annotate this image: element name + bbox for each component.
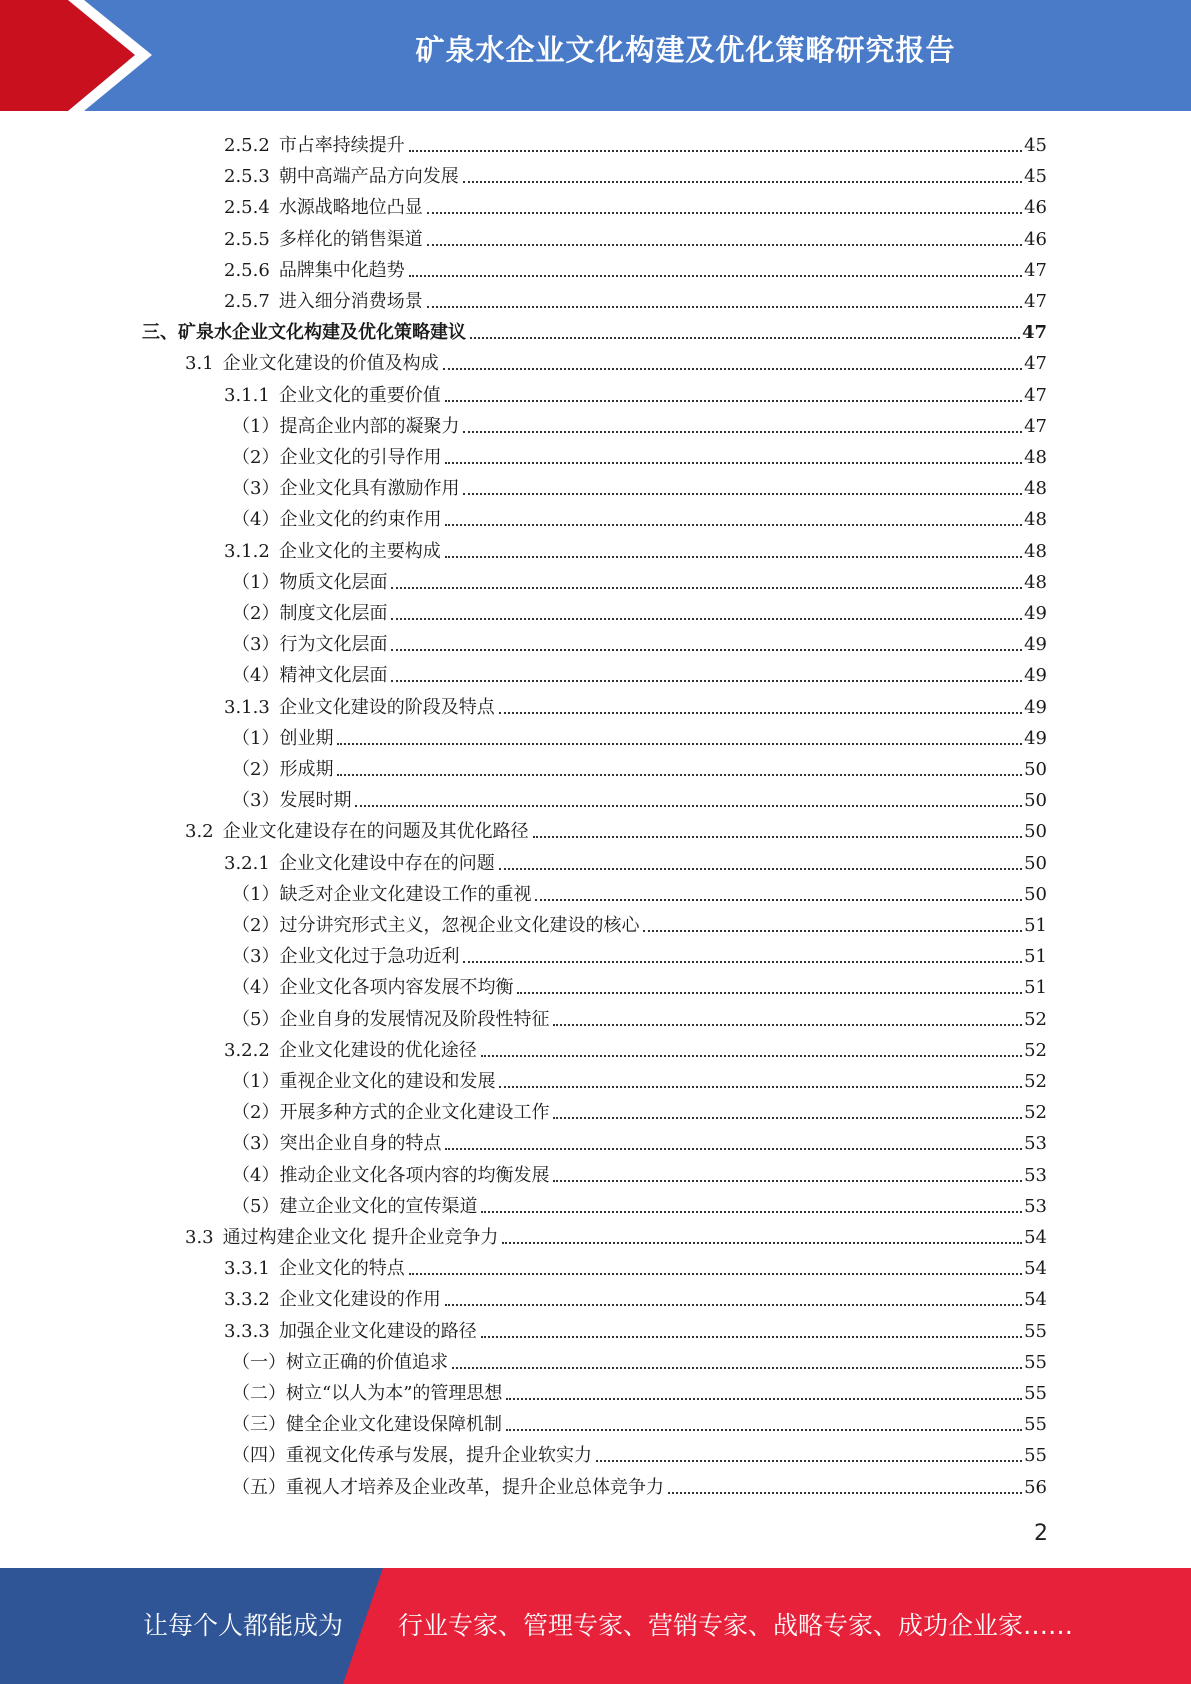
toc-entry[interactable] [232, 1469, 1047, 1500]
toc-dot-leader [463, 181, 1022, 183]
toc-dot-leader [506, 1429, 1022, 1431]
toc-dot-leader [506, 1398, 1022, 1400]
toc-dot-leader [427, 306, 1022, 308]
toc-entry[interactable] [224, 221, 1047, 252]
toc-entry-title: 朝中高端产品方向发展 [278, 166, 459, 188]
toc-entry-number: （4） [232, 509, 280, 531]
toc-entry-number: 3.1.1 [224, 384, 270, 406]
toc-dot-leader [553, 1024, 1022, 1026]
toc-entry-number: 3.1.3 [224, 696, 270, 718]
toc-entry-title: 企业文化各项内容发展不均衡 [279, 977, 514, 999]
toc-entry-title: 企业文化的特点 [278, 1258, 405, 1280]
toc-entry-page: 51 [1024, 946, 1047, 968]
toc-entry-page: 50 [1024, 790, 1047, 812]
toc-entry-title: 形成期 [279, 759, 334, 780]
toc-entry-number: （2） [232, 447, 280, 468]
toc-dot-leader [502, 1242, 1022, 1244]
toc-entry-page: 52 [1024, 1008, 1047, 1030]
toc-entry-title: 市占率持续提升 [278, 135, 405, 156]
toc-dot-leader [499, 868, 1022, 870]
toc-dot-leader [409, 1273, 1022, 1275]
toc-entry[interactable] [232, 1125, 1047, 1156]
toc-entry-title: 推动企业文化各项内容的均衡发展 [279, 1164, 550, 1186]
toc-dot-leader [499, 1086, 1022, 1088]
toc-entry-page: 52 [1024, 1039, 1047, 1061]
toc-dot-leader [445, 524, 1022, 526]
toc-entry[interactable] [224, 127, 1047, 158]
toc-entry-number: （5） [232, 1195, 280, 1217]
toc-entry-number: （2） [232, 603, 280, 624]
toc-entry-number: 3.2.1 [224, 852, 270, 874]
toc-entry-page: 47 [1024, 353, 1047, 375]
toc-entry-number: 2.5.6 [224, 259, 270, 281]
toc-entry-page: 47 [1021, 322, 1047, 344]
toc-entry-page: 48 [1024, 478, 1047, 500]
toc-entry-number: 3.1 [185, 353, 214, 375]
toc-dot-leader [391, 587, 1022, 589]
toc-entry[interactable] [232, 1157, 1047, 1188]
toc-dot-leader [427, 244, 1022, 246]
toc-entry-title: 水源战略地位凸显 [278, 197, 423, 219]
toc-entry-title: 创业期 [279, 727, 334, 749]
toc-entry-number: （3） [232, 946, 280, 968]
toc-entry[interactable] [232, 1406, 1047, 1437]
toc-entry-number: （1） [232, 571, 280, 593]
page-header [0, 0, 1191, 111]
toc-dot-leader [470, 337, 1020, 339]
toc-entry-page: 48 [1024, 571, 1047, 593]
toc-dot-leader [391, 649, 1022, 651]
toc-entry[interactable] [232, 1188, 1047, 1219]
toc-entry-number: 3.2 [185, 821, 214, 843]
toc-entry-number: （2） [232, 915, 280, 936]
toc-dot-leader [553, 1180, 1022, 1182]
toc-entry-number: （1） [232, 1071, 280, 1092]
toc-entry-number: （1） [232, 727, 280, 749]
toc-entry-title: 企业文化的引导作用 [279, 447, 442, 468]
toc-dot-leader [409, 275, 1022, 277]
toc-entry[interactable] [232, 595, 1047, 626]
toc-entry-title: 加强企业文化建设的路径 [278, 1320, 477, 1342]
toc-entry[interactable] [224, 689, 1047, 720]
toc-dot-leader [445, 1304, 1022, 1306]
toc-entry[interactable] [224, 283, 1047, 314]
toc-dot-leader [391, 618, 1022, 620]
toc-entry-number: （3） [232, 478, 280, 500]
toc-entry[interactable] [232, 907, 1047, 938]
toc-dot-leader [463, 493, 1022, 495]
toc-entry-page: 50 [1024, 821, 1047, 843]
toc-entry[interactable] [232, 439, 1047, 470]
toc-entry-page: 53 [1024, 1133, 1047, 1155]
toc-entry-page: 56 [1024, 1476, 1047, 1498]
toc-entry-page: 48 [1024, 509, 1047, 531]
footer-slogan-left: 让每个人都能成为 [143, 1611, 344, 1640]
toc-entry-title: 进入细分消费场景 [278, 291, 423, 312]
toc-dot-leader [596, 1460, 1022, 1462]
toc-entry[interactable] [232, 1375, 1047, 1406]
toc-entry[interactable] [232, 938, 1047, 969]
toc-entry-number: （2） [232, 759, 280, 780]
toc-entry-number: （五） [232, 1476, 286, 1498]
toc-entry[interactable] [224, 1313, 1047, 1344]
toc-entry-page: 52 [1024, 1102, 1047, 1124]
toc-entry-title: 开展多种方式的企业文化建设工作 [279, 1102, 550, 1124]
toc-entry-title: 物质文化层面 [279, 571, 388, 593]
toc-entry-number: 2.5.2 [224, 135, 270, 156]
toc-entry-title: 通过构建企业文化 提升企业竞争力 [222, 1227, 499, 1248]
toc-entry-page: 47 [1024, 291, 1047, 312]
toc-entry[interactable] [232, 501, 1047, 532]
toc-dot-leader [445, 400, 1022, 402]
toc-entry-title: 品牌集中化趋势 [278, 259, 405, 281]
toc-entry-page: 55 [1024, 1383, 1047, 1404]
toc-entry-number: （1） [232, 883, 280, 905]
toc-entry-number: 3.3 [185, 1227, 214, 1248]
toc-entry-number: （1） [232, 415, 280, 437]
toc-entry-page: 50 [1024, 852, 1047, 874]
toc-entry-title: 健全企业文化建设保障机制 [286, 1414, 502, 1436]
toc-entry-title: 树立“以人为本”的管理思想 [286, 1383, 503, 1404]
toc-entry[interactable] [232, 1001, 1047, 1032]
toc-entry-number: （4） [232, 1164, 280, 1186]
toc-entry-page: 53 [1024, 1164, 1047, 1186]
toc-entry-page: 50 [1024, 759, 1047, 780]
toc-entry-title: 提高企业内部的凝聚力 [279, 415, 460, 437]
toc-entry-title: 企业文化建设的作用 [278, 1289, 441, 1311]
toc-entry-number: 2.5.4 [224, 197, 270, 219]
toc-entry-title: 精神文化层面 [279, 665, 388, 687]
toc-dot-leader [517, 992, 1022, 994]
toc-entry-title: 企业文化过于急功近利 [279, 946, 460, 968]
toc-dot-leader [443, 368, 1022, 370]
toc-entry-number: （3） [232, 790, 280, 812]
toc-entry-number: 三、 [142, 322, 178, 344]
toc-entry-title: 企业文化的约束作用 [279, 509, 442, 531]
toc-entry-number: 3.2.2 [224, 1039, 270, 1061]
toc-dot-leader [481, 1211, 1022, 1213]
toc-entry[interactable] [185, 1219, 1047, 1250]
toc-entry-page: 49 [1024, 603, 1047, 624]
toc-entry[interactable] [232, 657, 1047, 688]
toc-entry-title: 企业文化具有激励作用 [279, 478, 460, 500]
footer-slogan-right: 行业专家、管理专家、营销专家、战略专家、成功企业家…… [398, 1611, 1074, 1640]
toc-entry-number: （2） [232, 1102, 280, 1124]
toc-entry-page: 48 [1024, 447, 1047, 468]
toc-entry-page: 54 [1024, 1289, 1047, 1311]
toc-entry[interactable] [232, 470, 1047, 501]
toc-dot-leader [553, 1117, 1022, 1119]
toc-entry-page: 49 [1024, 727, 1047, 749]
toc-entry[interactable] [232, 720, 1047, 751]
toc-entry-page: 55 [1024, 1351, 1047, 1373]
toc-entry-title: 企业文化建设存在的问题及其优化路径 [222, 821, 529, 843]
toc-entry-title: 企业文化建设的阶段及特点 [278, 696, 495, 718]
toc-dot-leader [463, 431, 1022, 433]
toc-entry-page: 53 [1024, 1195, 1047, 1217]
toc-entry-page: 55 [1024, 1414, 1047, 1436]
toc-entry-number: （4） [232, 665, 280, 687]
toc-entry-page: 51 [1024, 915, 1047, 936]
toc-entry-page: 49 [1024, 665, 1047, 687]
toc-entry-page: 55 [1024, 1320, 1047, 1342]
toc-entry-page: 46 [1024, 197, 1047, 219]
toc-entry[interactable] [232, 751, 1047, 782]
toc-dot-leader [337, 743, 1022, 745]
toc-entry-page: 49 [1024, 634, 1047, 656]
page-number: 2 [1034, 1521, 1048, 1546]
toc-dot-leader [481, 1055, 1022, 1057]
toc-entry-page: 45 [1024, 135, 1047, 156]
toc-entry-number: 2.5.7 [224, 291, 270, 312]
toc-dot-leader [499, 712, 1022, 714]
toc-dot-leader [535, 899, 1022, 901]
toc-entry[interactable] [185, 345, 1047, 376]
toc-dot-leader [427, 212, 1022, 214]
toc-entry-title: 企业自身的发展情况及阶段性特征 [279, 1008, 550, 1030]
toc-entry-title: 重视文化传承与发展，提升企业软实力 [286, 1445, 592, 1467]
toc-dot-leader [409, 150, 1022, 152]
toc-entry-number: （二） [232, 1383, 286, 1404]
toc-entry[interactable] [224, 845, 1047, 876]
toc-entry[interactable] [232, 1344, 1047, 1375]
toc-entry-title: 树立正确的价值追求 [286, 1351, 448, 1373]
toc-entry-number: （三） [232, 1414, 286, 1436]
toc-entry-number: 2.5.3 [224, 166, 270, 188]
toc-entry-number: （3） [232, 634, 280, 656]
toc-entry-title: 突出企业自身的特点 [279, 1133, 442, 1155]
toc-dot-leader [337, 774, 1022, 776]
page-footer [0, 1568, 1191, 1684]
toc-entry[interactable] [232, 876, 1047, 907]
toc-entry-page: 54 [1024, 1258, 1047, 1280]
toc-dot-leader [355, 805, 1022, 807]
toc-entry-page: 50 [1024, 883, 1047, 905]
toc-entry-page: 47 [1024, 259, 1047, 281]
toc-dot-leader [643, 930, 1022, 932]
toc-entry-page: 54 [1024, 1227, 1047, 1248]
toc-entry-title: 重视企业文化的建设和发展 [279, 1071, 496, 1092]
toc-entry[interactable] [232, 408, 1047, 439]
toc-entry-title: 发展时期 [279, 790, 352, 812]
toc-entry[interactable] [224, 189, 1047, 220]
toc-entry-number: 3.3.1 [224, 1258, 270, 1280]
toc-dot-leader [463, 961, 1022, 963]
toc-dot-leader [445, 556, 1022, 558]
toc-entry[interactable] [185, 813, 1047, 844]
toc-entry-title: 矿泉水企业文化构建及优化策略建议 [178, 322, 466, 344]
toc-dot-leader [445, 1148, 1022, 1150]
toc-entry-number: （一） [232, 1351, 286, 1373]
toc-entry-title: 多样化的销售渠道 [278, 228, 423, 250]
toc-entry-title: 企业文化建设的价值及构成 [222, 353, 439, 375]
toc-entry-number: 3.1.2 [224, 540, 270, 562]
toc-dot-leader [533, 836, 1022, 838]
toc-entry[interactable] [224, 377, 1047, 408]
toc-dot-leader [391, 680, 1022, 682]
toc-entry[interactable] [224, 158, 1047, 189]
toc-entry-title: 建立企业文化的宣传渠道 [279, 1195, 478, 1217]
toc-entry[interactable] [232, 626, 1047, 657]
toc-entry[interactable] [232, 1437, 1047, 1468]
toc-entry-title: 行为文化层面 [279, 634, 388, 656]
toc-entry[interactable] [224, 1281, 1047, 1312]
toc-entry-page: 49 [1024, 696, 1047, 718]
toc-entry[interactable] [232, 1094, 1047, 1125]
toc-entry-number: （5） [232, 1008, 280, 1030]
toc-entry-number: 3.3.3 [224, 1320, 270, 1342]
toc-entry[interactable] [142, 314, 1047, 345]
toc-entry-page: 45 [1024, 166, 1047, 188]
toc-entry[interactable] [224, 1250, 1047, 1281]
toc-entry-page: 51 [1024, 977, 1047, 999]
toc-entry[interactable] [232, 1063, 1047, 1094]
toc-entry[interactable] [232, 782, 1047, 813]
toc-entry-title: 缺乏对企业文化建设工作的重视 [279, 883, 532, 905]
toc-entry-title: 制度文化层面 [279, 603, 388, 624]
toc-entry-page: 47 [1024, 384, 1047, 406]
toc-entry-page: 47 [1024, 415, 1047, 437]
toc-entry-title: 过分讲究形式主义，忽视企业文化建设的核心 [279, 915, 640, 936]
toc-entry-title: 企业文化的重要价值 [278, 384, 441, 406]
document-title: 矿泉水企业文化构建及优化策略研究报告 [415, 33, 956, 67]
toc-entry-title: 企业文化建设中存在的问题 [278, 852, 495, 874]
toc-dot-leader [668, 1492, 1022, 1494]
toc-entry-page: 55 [1024, 1445, 1047, 1467]
toc-entry-page: 48 [1024, 540, 1047, 562]
toc-entry-title: 企业文化建设的优化途径 [278, 1039, 477, 1061]
toc-entry-number: （四） [232, 1445, 286, 1467]
toc-entry-number: 2.5.5 [224, 228, 270, 250]
toc-entry-number: （3） [232, 1133, 280, 1155]
toc-dot-leader [445, 462, 1022, 464]
toc-entry-number: （4） [232, 977, 280, 999]
toc-dot-leader [481, 1336, 1022, 1338]
toc-entry-title: 企业文化的主要构成 [278, 540, 441, 562]
toc-entry-number: 3.3.2 [224, 1289, 270, 1311]
toc-entry-title: 重视人才培养及企业改革，提升企业总体竞争力 [286, 1476, 664, 1498]
toc-dot-leader [452, 1367, 1022, 1369]
toc-entry[interactable] [232, 564, 1047, 595]
toc-entry[interactable] [224, 252, 1047, 283]
toc-entry-page: 52 [1024, 1071, 1047, 1092]
toc-entry[interactable] [224, 533, 1047, 564]
toc-entry[interactable] [232, 969, 1047, 1000]
toc-entry-page: 46 [1024, 228, 1047, 250]
toc-entry[interactable] [224, 1032, 1047, 1063]
